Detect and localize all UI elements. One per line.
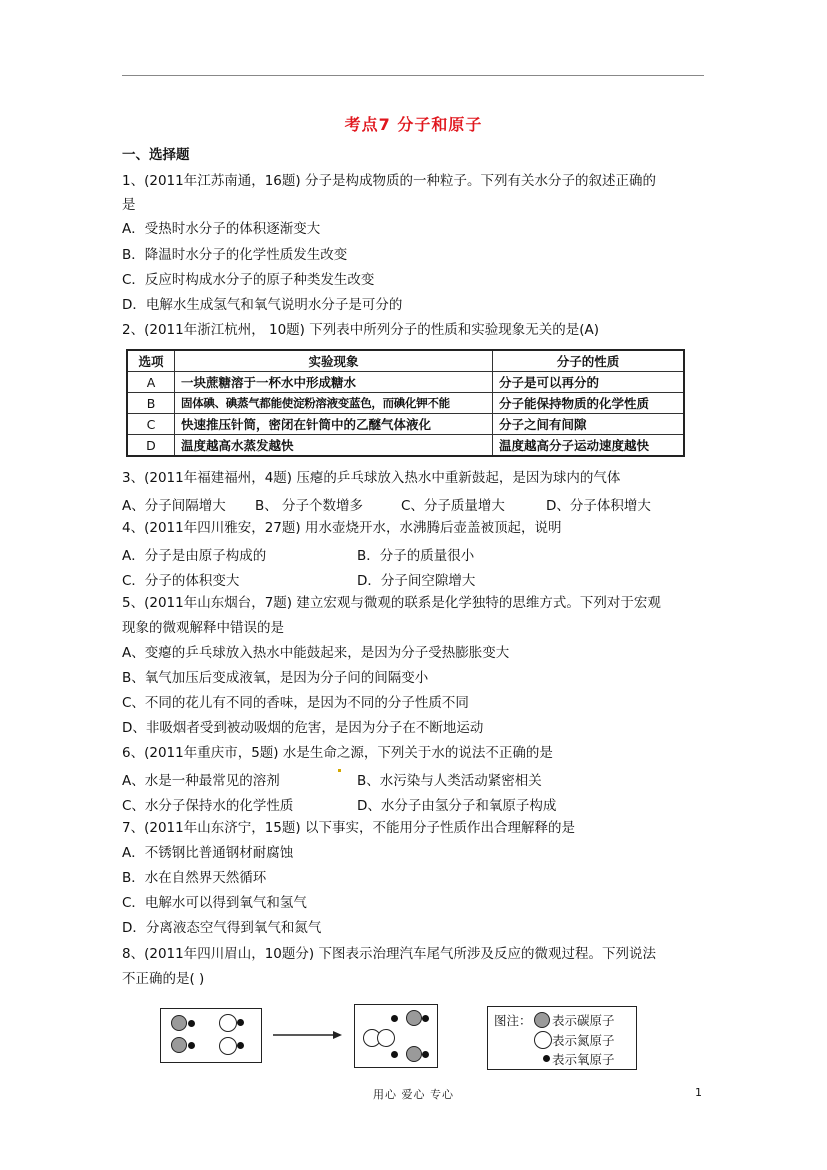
page-title: 考点7 分子和原子 — [344, 115, 483, 134]
table-cell: 温度越高水蒸发越快 — [175, 435, 493, 457]
reactants-box — [160, 1008, 262, 1063]
table-header: 选项 — [127, 350, 175, 372]
q3-stem: 3、(2011年福建福州，4题) 压瘪的乒乓球放入热水中重新鼓起，是因为球内的气体 — [122, 470, 621, 486]
reaction-arrow-icon — [272, 1029, 344, 1041]
table-cell: 温度越高分子运动速度越快 — [493, 435, 685, 457]
q5-option-d: D、非吸烟者受到被动吸烟的危害，是因为分子在不断地运动 — [122, 720, 484, 736]
q5-stem-cont: 现象的微观解释中错误的是 — [122, 620, 284, 636]
page-number: 1 — [695, 1086, 702, 1099]
oxygen-atom — [391, 1015, 398, 1022]
q1-option-c: C．反应时构成水分子的原子种类发生改变 — [122, 272, 375, 288]
carbon-atom — [406, 1046, 422, 1062]
q6-stem: 6、(2011年重庆市，5题) 水是生命之源，下列关于水的说法不正确的是 — [122, 745, 553, 761]
legend-carbon: 表示碳原子 — [552, 1013, 615, 1028]
table-cell: B — [127, 393, 175, 414]
q8-stem: 8、(2011年四川眉山，10题分) 下图表示治理汽车尾气所涉及反应的微观过程。下列说法 — [122, 946, 656, 962]
table-cell: 分子是可以再分的 — [493, 372, 685, 393]
carbon-atom — [171, 1037, 187, 1053]
table-cell: 分子之间有间隙 — [493, 414, 685, 435]
table-row — [127, 372, 684, 393]
oxygen-atom — [422, 1051, 429, 1058]
oxygen-atom — [188, 1042, 195, 1049]
q3-option-c: C、分子质量增大 — [401, 498, 505, 514]
q6-option-d: D、水分子由氢分子和氧原子构成 — [357, 798, 557, 814]
q4-option-d: D．分子间空隙增大 — [357, 573, 476, 589]
oxygen-atom-legend-icon — [543, 1055, 550, 1062]
oxygen-atom — [237, 1019, 244, 1026]
legend-title: 图注： — [494, 1013, 532, 1028]
oxygen-atom — [188, 1020, 195, 1027]
q8-stem-cont: 不正确的是( ) — [122, 971, 205, 987]
table-cell: 一块蔗糖溶于一杯水中形成糖水 — [175, 372, 493, 393]
carbon-atom — [406, 1010, 422, 1026]
q5-option-a: A、变瘪的乒乓球放入热水中能鼓起来，是因为分子受热膨胀变大 — [122, 645, 510, 661]
section-heading: 一、选择题 — [122, 147, 190, 163]
table-cell: 分子能保持物质的化学性质 — [493, 393, 685, 414]
table-row — [127, 393, 684, 414]
q1-option-d: D．电解水生成氢气和氧气说明水分子是可分的 — [122, 297, 403, 313]
nitrogen-atom — [377, 1029, 395, 1047]
legend-box — [487, 1006, 637, 1070]
header-rule — [122, 75, 704, 76]
q3-option-b: B、 分子个数增多 — [255, 498, 364, 514]
table-header: 实验现象 — [175, 350, 493, 372]
q4-stem: 4、(2011年四川雅安，27题) 用水壶烧开水，水沸腾后壶盖被顶起，说明 — [122, 520, 562, 536]
q5-option-c: C、不同的花儿有不同的香味，是因为不同的分子性质不同 — [122, 695, 469, 711]
nitrogen-atom — [219, 1037, 237, 1055]
footer-text: 用心 爱心 专心 — [373, 1088, 454, 1101]
legend-oxygen: 表示氧原子 — [552, 1052, 615, 1067]
carbon-atom — [171, 1015, 187, 1031]
q7-option-c: C．电解水可以得到氧气和氢气 — [122, 895, 307, 911]
table-cell: 固体碘、碘蒸气都能使淀粉溶液变蓝色，而碘化钾不能 — [175, 393, 493, 414]
q2-stem: 2、(2011年浙江杭州， 10题) 下列表中所列分子的性质和实验现象无关的是(A) — [122, 322, 600, 338]
q1-stem-cont: 是 — [122, 197, 136, 213]
table-cell: D — [127, 435, 175, 457]
oxygen-atom — [422, 1015, 429, 1022]
q7-stem: 7、(2011年山东济宁，15题) 以下事实，不能用分子性质作出合理解释的是 — [122, 820, 575, 836]
q3-option-d: D、分子体积增大 — [546, 498, 651, 514]
table-row — [127, 414, 684, 435]
q2-table — [126, 349, 685, 457]
table-cell: 快速推压针筒，密闭在针筒中的乙醚气体液化 — [175, 414, 493, 435]
table-cell: A — [127, 372, 175, 393]
q3-option-a: A、分子间隔增大 — [122, 498, 226, 514]
table-header: 分子的性质 — [493, 350, 685, 372]
table-cell: C — [127, 414, 175, 435]
legend-nitrogen: 表示氮原子 — [552, 1033, 615, 1048]
q1-option-a: A．受热时水分子的体积逐渐变大 — [122, 221, 321, 237]
carbon-atom-legend-icon — [534, 1012, 550, 1028]
q7-option-d: D．分离液态空气得到氧气和氮气 — [122, 920, 322, 936]
q6-option-a: A、水是一种最常见的溶剂 — [122, 773, 280, 789]
q7-option-a: A．不锈钢比普通钢材耐腐蚀 — [122, 845, 294, 861]
q4-option-a: A．分子是由原子构成的 — [122, 548, 267, 564]
q1-option-b: B．降温时水分子的化学性质发生改变 — [122, 247, 348, 263]
stray-dot — [338, 769, 341, 772]
oxygen-atom — [237, 1042, 244, 1049]
nitrogen-atom-legend-icon — [534, 1031, 552, 1049]
nitrogen-atom — [219, 1014, 237, 1032]
q7-option-b: B．水在自然界天然循环 — [122, 870, 267, 886]
oxygen-atom — [391, 1051, 398, 1058]
q4-option-b: B．分子的质量很小 — [357, 548, 475, 564]
q6-option-b: B、水污染与人类活动紧密相关 — [357, 773, 542, 789]
table-header-row — [127, 350, 684, 372]
table-row — [127, 435, 684, 457]
q6-option-c: C、水分子保持水的化学性质 — [122, 798, 294, 814]
products-box — [354, 1004, 438, 1068]
q5-stem: 5、(2011年山东烟台，7题) 建立宏观与微观的联系是化学独特的思维方式。下列对于宏观 — [122, 595, 661, 611]
q4-option-c: C．分子的体积变大 — [122, 573, 240, 589]
q1-stem: 1、(2011年江苏南通，16题) 分子是构成物质的一种粒子。下列有关水分子的叙述正确的 — [122, 173, 656, 189]
q5-option-b: B、氧气加压后变成液氧，是因为分子问的间隔变小 — [122, 670, 429, 686]
